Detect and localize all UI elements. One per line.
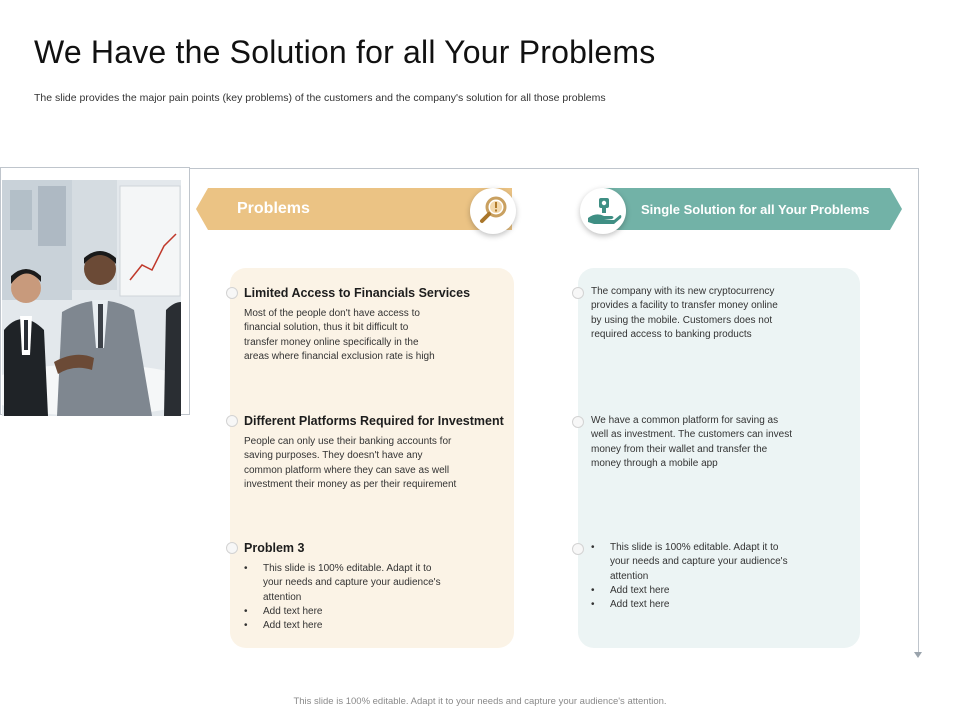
solution-label: Single Solution for all Your Problems xyxy=(641,202,870,217)
problem-1-title: Limited Access to Financials Services xyxy=(244,286,471,300)
text-line: by using the mobile. Customers does not xyxy=(591,314,773,326)
solution-2-marker xyxy=(572,416,584,428)
problem-3-title: Problem 3 xyxy=(244,541,305,555)
text-line: Most of the people don't have access to xyxy=(244,308,420,319)
text-line: areas where financial exclusion rate is high xyxy=(244,350,435,362)
problem-2-text xyxy=(244,435,456,492)
solution-1-marker xyxy=(572,287,584,299)
text-line: money from their wallet and transfer the xyxy=(591,443,768,455)
hand-money-icon xyxy=(580,188,626,234)
text-line: Add text here xyxy=(610,584,670,596)
text-line: This slide is 100% editable. Adapt it to xyxy=(263,563,432,574)
list-item xyxy=(591,541,788,584)
text-line: provides a facility to transfer money online xyxy=(591,300,778,312)
solution-3-bullets xyxy=(591,541,788,612)
problem-1-marker xyxy=(226,287,238,299)
text-line: your needs and capture your audience's xyxy=(263,577,441,589)
text-line: financial solution, thus it bit difficult to xyxy=(244,322,409,334)
text-line: well as investment. The customers can invest xyxy=(591,429,793,441)
text-line: The company with its new cryptocurrency xyxy=(591,286,775,297)
text-line: attention xyxy=(610,570,649,582)
frame-top-line xyxy=(190,168,918,169)
text-line: Add text here xyxy=(263,605,323,617)
problem-3-bullets xyxy=(244,562,441,633)
list-item xyxy=(591,598,788,612)
business-meeting-photo xyxy=(2,180,181,416)
text-line: your needs and capture your audience's xyxy=(610,556,788,568)
problem-2-marker xyxy=(226,415,238,427)
problem-3-marker xyxy=(226,542,238,554)
frame-right-line xyxy=(918,168,919,654)
list-item xyxy=(244,562,441,605)
list-item xyxy=(244,619,441,633)
footer-note: This slide is 100% editable. Adapt it to your needs and capture your audience's attention. xyxy=(293,696,667,707)
text-line: saving purposes. They doesn't have any xyxy=(244,450,423,462)
solution-1-text xyxy=(591,285,778,342)
text-line: We have a common platform for saving as xyxy=(591,415,779,426)
problems-label: Problems xyxy=(237,200,310,217)
photo-frame xyxy=(0,167,190,415)
solution-2-text xyxy=(591,414,792,471)
text-line: transfer money online specifically in the xyxy=(244,336,419,348)
text-line: Add text here xyxy=(263,620,323,632)
text-line: Add text here xyxy=(610,599,670,611)
text-line: investment their money as per their requirement xyxy=(244,478,457,490)
problem-1-text xyxy=(244,307,435,364)
magnifier-exclamation-icon xyxy=(470,188,516,234)
text-line: This slide is 100% editable. Adapt it to xyxy=(610,542,779,553)
text-line: attention xyxy=(263,591,302,603)
text-line: money through a mobile app xyxy=(591,457,718,469)
slide-subtitle: The slide provides the major pain points (key problems) of the customers and the company's solution for all those problems xyxy=(34,92,606,104)
text-line: People can only use their banking accounts for xyxy=(244,436,452,447)
problem-2-title: Different Platforms Required for Investment xyxy=(244,414,504,428)
slide-title: We Have the Solution for all Your Problems xyxy=(34,34,656,70)
frame-arrow-icon xyxy=(914,652,922,658)
text-line: common platform where they can save as well xyxy=(244,464,450,476)
list-item xyxy=(244,605,441,619)
text-line: required access to banking products xyxy=(591,328,752,340)
solution-3-marker xyxy=(572,543,584,555)
list-item xyxy=(591,584,788,598)
